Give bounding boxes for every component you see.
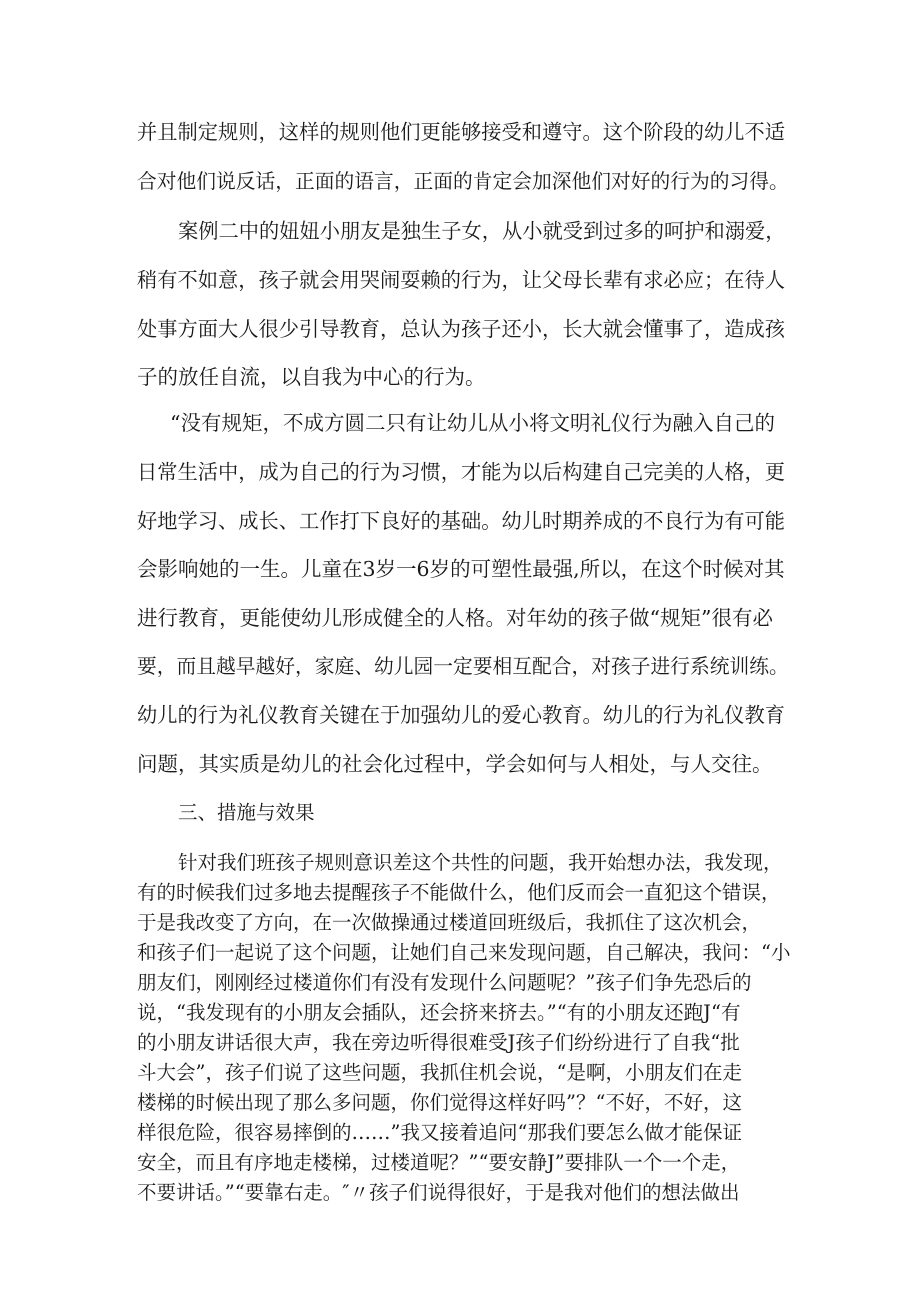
- paragraph-2-line-2: 稍有不如意，孩子就会用哭闹耍赖的行为，让父母长辈有求必应；在待人: [137, 268, 786, 292]
- paragraph-1-line-1: 并且制定规则，这样的规则他们更能够接受和遵守。这个阶段的幼儿不适: [137, 120, 786, 144]
- paragraph-3-line-3: 好地学习、成长、工作打下良好的基础。幼儿时期养成的不良行为有可能: [137, 509, 786, 533]
- paragraph-2-line-3: 处事方面大人很少引导教育，总认为孩子还小，长大就会懂事了，造成孩: [137, 317, 786, 341]
- paragraph-4-line-8: 斗大会”，孩子们说了这些问题，我抓住机会说，“是啊，小朋友们在走: [137, 1061, 742, 1084]
- paragraph-3-line-1: “没有规矩，不成方圆二只有让幼儿从小将文明礼仪行为融入自己的: [170, 411, 775, 435]
- paragraph-4-line-9: 楼梯的时候出现了那么多问题，你们觉得这样好吗”？“不好，不好，这: [137, 1091, 742, 1114]
- paragraph-1-line-2: 合对他们说反话，正面的语言，正面的肯定会加深他们对好的行为的习得。: [137, 170, 789, 193]
- paragraph-4-line-7: 的小朋友讲话很大声，我在旁边听得很难受J孩子们纷纷进行了自我“批: [137, 1031, 740, 1054]
- paragraph-3-line-6: 要，而且越早越好，家庭、幼儿园一定要相互配合，对孩子进行系统训练。: [137, 655, 789, 678]
- paragraph-4-line-4: 和孩子们一起说了这个问题，让她们自己来发现问题，自己解决，我问：“小: [137, 941, 791, 964]
- paragraph-2-line-1: 案例二中的妞妞小朋友是独生子女，从小就受到过多的呵护和溺爱，: [178, 219, 786, 243]
- paragraph-4-line-5: 朋友们，刚刚经过楼道你们有没有发现什么问题呢？”孩子们争先恐后的: [137, 971, 752, 994]
- paragraph-2-line-4: 子的放任自流，以自我为中心的行为。: [137, 365, 486, 389]
- paragraph-3-line-4: 会影响她的一生。儿童在3岁一6岁的可塑性最强,所以，在这个时候对其: [137, 557, 785, 581]
- paragraph-4-line-2: 有的时候我们过多地去提醒孩子不能做什么，他们反而会一直犯这个错误，: [137, 881, 781, 904]
- paragraph-4-line-12: 不要讲话。”“要靠右走。″〃孩子们说得很好，于是我对他们的想法做出: [137, 1181, 740, 1204]
- paragraph-3-line-7: 幼儿的行为礼仪教育关键在于加强幼儿的爱心教育。幼儿的行为礼仪教育: [137, 703, 786, 727]
- paragraph-3-line-5: 进行教育，更能使幼儿形成健全的人格。对年幼的孩子做“规矩”很有必: [137, 606, 773, 630]
- paragraph-4-line-6: 说，“我发现有的小朋友会插队，还会挤来挤去。”“有的小朋友还跑J“有: [137, 1001, 741, 1024]
- paragraph-3-line-8: 问题，其实质是幼儿的社会化过程中，学会如何与人相处，与人交往。: [137, 752, 773, 776]
- paragraph-3-line-2: 日常生活中，成为自己的行为习惯，才能为以后构建自己完美的人格，更: [137, 460, 786, 484]
- paragraph-4-line-10: 样很危险，很容易摔倒的……”我又接着追问“那我们要怎么做才能保证: [137, 1121, 742, 1144]
- section-heading: 三、措施与效果: [178, 801, 315, 824]
- paragraph-4-line-3: 于是我改变了方向，在一次做操通过楼道回班级后，我抓住了这次机会，: [137, 911, 762, 934]
- paragraph-4-line-11: 安全，而且有序地走楼梯，过楼道呢？”“要安静J”要排队一个一个走，: [137, 1151, 741, 1174]
- paragraph-4-line-1: 针对我们班孩子规则意识差这个共性的问题，我开始想办法，我发现，: [178, 851, 783, 874]
